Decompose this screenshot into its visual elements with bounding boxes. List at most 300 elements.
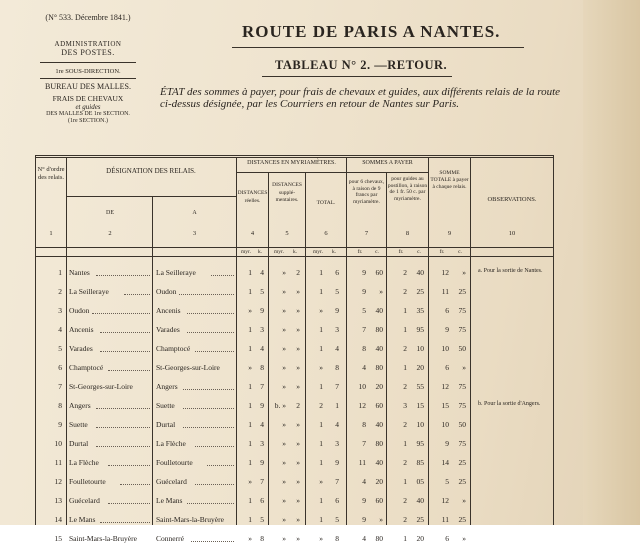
- cell-g-c: 55: [416, 382, 424, 391]
- cell-de: Saint-Mars-la-Bruyère: [69, 534, 137, 543]
- col-rule: [470, 157, 471, 525]
- cell-g-f: 2: [403, 344, 407, 353]
- frais-line-1: FRAIS DE CHEVAUX: [52, 94, 124, 103]
- cell-r-m: »: [248, 363, 252, 372]
- header-a: A: [192, 210, 197, 216]
- cell-a: Durtal: [156, 420, 176, 429]
- cell-t-m: 1: [319, 420, 323, 429]
- cell-s-m: »: [282, 534, 286, 543]
- cell-a: Saint-Mars-la-Bruyère: [156, 515, 224, 524]
- cell-t-m: 1: [319, 325, 323, 334]
- cell-ch-c: 80: [375, 325, 383, 334]
- col-rule: [346, 157, 347, 525]
- cell-g-c: 10: [416, 344, 424, 353]
- leader-dots: [108, 465, 150, 466]
- cell-s-m: »: [282, 325, 286, 334]
- leader-dots: [96, 408, 150, 409]
- cell-r-m: 1: [248, 287, 252, 296]
- cell-ch-f: 9: [362, 268, 366, 277]
- cell-r-m: 1: [248, 420, 252, 429]
- cell-ch-f: 8: [362, 344, 366, 353]
- leader-dots: [96, 446, 150, 447]
- cell-ch-f: 8: [362, 420, 366, 429]
- cell-s-m: »: [282, 458, 286, 467]
- header-bottom-rule: [35, 247, 553, 248]
- cell-r-k: 7: [260, 477, 264, 486]
- leader-dots: [187, 503, 234, 504]
- col-rule: [152, 196, 153, 525]
- cell-t-k: 9: [335, 458, 339, 467]
- leader-dots: [179, 294, 235, 295]
- col-rule: [553, 155, 554, 525]
- table-top-rule: [35, 157, 553, 158]
- cell-g-f: 1: [403, 363, 407, 372]
- cell-tot-c: 75: [458, 401, 466, 410]
- cell-tot-f: 6: [445, 306, 449, 315]
- cell-ch-c: 60: [375, 496, 383, 505]
- cell-ch-f: 4: [362, 534, 366, 543]
- col-number: 4: [250, 230, 255, 237]
- admin-line-1: ADMINISTRATION: [54, 40, 122, 48]
- cell-ch-f: 10: [358, 382, 366, 391]
- cell-t-k: 4: [335, 420, 339, 429]
- cell-ch-c: 40: [375, 306, 383, 315]
- cell-tot-f: 6: [445, 363, 449, 372]
- cell-r-m: »: [248, 477, 252, 486]
- cell-n: 12: [54, 477, 62, 486]
- col-rule: [66, 157, 67, 525]
- cell-ch-f: 12: [358, 401, 366, 410]
- cell-g-f: 2: [403, 496, 407, 505]
- cell-tot-c: 25: [458, 458, 466, 467]
- cell-n: 11: [54, 458, 62, 467]
- cell-ch-c: 40: [375, 344, 383, 353]
- cell-tot-f: 10: [441, 344, 449, 353]
- unit-label: myr.: [274, 249, 284, 255]
- cell-r-k: 3: [260, 439, 264, 448]
- col-rule: [428, 157, 429, 525]
- unit-label: myr.: [241, 249, 251, 255]
- cell-s-m: »: [282, 344, 286, 353]
- cell-s-k: »: [296, 534, 300, 543]
- cell-tot-f: 5: [445, 477, 449, 486]
- frais-line-3: DES MALLES DE 1re SECTION.: [46, 111, 130, 117]
- header-dist-supp: DISTANCES supplé-mentaires.: [272, 182, 302, 203]
- cell-s-m: »: [282, 439, 286, 448]
- cell-a: Oudon: [156, 287, 177, 296]
- col-number: 9: [447, 230, 452, 237]
- cell-s-k: »: [296, 458, 300, 467]
- header-pour-chevaux: pour 6 chevaux, à raison de 9 francs par myriamètre.: [348, 179, 385, 205]
- cell-r-k: 4: [260, 268, 264, 277]
- cell-ch-c: »: [379, 515, 383, 524]
- cell-r-k: 5: [260, 515, 264, 524]
- cell-r-m: 1: [248, 325, 252, 334]
- cell-t-k: 7: [335, 382, 339, 391]
- cell-r-k: 8: [260, 363, 264, 372]
- cell-tot-f: 11: [441, 515, 449, 524]
- cell-s-k: »: [296, 420, 300, 429]
- cell-t-k: 6: [335, 268, 339, 277]
- cell-n: 13: [54, 496, 62, 505]
- cell-a: Le Mans: [156, 496, 183, 505]
- cell-a: Varades: [156, 325, 180, 334]
- cell-s-k: »: [296, 287, 300, 296]
- cell-t-k: 8: [335, 363, 339, 372]
- leader-dots: [183, 427, 234, 428]
- col-number: 10: [508, 230, 516, 237]
- cell-g-f: 2: [403, 515, 407, 524]
- cell-tot-c: 75: [458, 306, 466, 315]
- leader-dots: [100, 351, 150, 352]
- cell-s-m: »: [282, 306, 286, 315]
- cell-de: St-Georges-sur-Loire: [69, 382, 133, 391]
- cell-g-f: 1: [403, 534, 407, 543]
- cell-r-k: 9: [260, 306, 264, 315]
- cell-r-m: »: [248, 534, 252, 543]
- cell-de: Suette: [69, 420, 88, 429]
- cell-a: La Flèche: [156, 439, 186, 448]
- leader-dots: [195, 484, 234, 485]
- cell-r-m: 1: [248, 496, 252, 505]
- header-num-ordre: N° d'ordre des relais.: [37, 166, 65, 181]
- unit-label: c.: [375, 249, 379, 255]
- cell-s-m: »: [282, 382, 286, 391]
- header-pour-guides: pour guides au postillon, à raison de 1 fr. 50 c. par myriamètre.: [387, 176, 428, 202]
- cell-ch-c: 80: [375, 439, 383, 448]
- cell-n: 5: [58, 344, 62, 353]
- cell-s-k: »: [296, 325, 300, 334]
- cell-n: 15: [54, 534, 62, 543]
- cell-t-m: »: [319, 306, 323, 315]
- cell-g-c: 40: [416, 268, 424, 277]
- cell-g-c: 85: [416, 458, 424, 467]
- paper-edge: [583, 0, 640, 525]
- leader-dots: [120, 484, 150, 485]
- header-total: TOTAL.: [316, 200, 336, 206]
- col-number: 3: [192, 230, 197, 237]
- cell-tot-c: 75: [458, 325, 466, 334]
- cell-t-k: 5: [335, 515, 339, 524]
- cell-ch-c: 40: [375, 420, 383, 429]
- cell-s-k: »: [296, 477, 300, 486]
- cell-s-m: »: [282, 268, 286, 277]
- cell-g-f: 2: [403, 420, 407, 429]
- header-somme-totale: SOMME TOTALE à payer à chaque relais.: [430, 170, 469, 190]
- leader-dots: [92, 313, 151, 314]
- cell-ch-f: 4: [362, 477, 366, 486]
- cell-r-k: 7: [260, 382, 264, 391]
- cell-s-m: »: [282, 363, 286, 372]
- cell-r-m: 1: [248, 515, 252, 524]
- leader-dots: [183, 408, 234, 409]
- frais-line-2: et guides: [75, 103, 101, 111]
- cell-de: La Seilleraye: [69, 287, 109, 296]
- cell-t-m: 1: [319, 439, 323, 448]
- cell-tot-f: 12: [441, 268, 449, 277]
- cell-de: Angers: [69, 401, 91, 410]
- cell-s-m: »: [282, 515, 286, 524]
- cell-r-m: »: [248, 306, 252, 315]
- cell-tot-c: 25: [458, 287, 466, 296]
- cell-t-k: 7: [335, 477, 339, 486]
- header-sommes: SOMMES A PAYER: [362, 160, 413, 166]
- cell-tot-f: 10: [441, 420, 449, 429]
- unit-label: myr.: [313, 249, 323, 255]
- cell-g-c: 40: [416, 496, 424, 505]
- leader-dots: [211, 275, 234, 276]
- cell-s-m: b. »: [274, 401, 286, 410]
- cell-tot-c: 50: [458, 420, 466, 429]
- cell-n: 6: [58, 363, 62, 372]
- unit-label: fr.: [398, 249, 404, 255]
- cell-de: Durtal: [69, 439, 89, 448]
- cell-r-k: 5: [260, 287, 264, 296]
- cell-s-k: »: [296, 515, 300, 524]
- col-rule: [236, 157, 237, 525]
- leader-dots: [191, 541, 234, 542]
- leader-dots: [100, 332, 150, 333]
- header-observations: OBSERVATIONS.: [487, 196, 537, 203]
- cell-r-k: 9: [260, 401, 264, 410]
- leader-dots: [96, 427, 150, 428]
- cell-ch-f: 9: [362, 287, 366, 296]
- cell-de: Varades: [69, 344, 93, 353]
- unit-label: fr.: [357, 249, 363, 255]
- cell-t-k: 3: [335, 439, 339, 448]
- cell-a: Angers: [156, 382, 178, 391]
- cell-r-k: 3: [260, 325, 264, 334]
- observation-note: a. Pour la sortie de Nantes.: [478, 268, 543, 274]
- col-rule: [268, 172, 269, 525]
- cell-g-c: 10: [416, 420, 424, 429]
- cell-t-k: 4: [335, 344, 339, 353]
- cell-t-m: 1: [319, 382, 323, 391]
- cell-t-k: 5: [335, 287, 339, 296]
- header-de: DE: [106, 210, 114, 216]
- cell-t-m: 1: [319, 515, 323, 524]
- cell-g-c: 20: [416, 363, 424, 372]
- cell-g-c: 25: [416, 287, 424, 296]
- col-number: 7: [364, 230, 369, 237]
- cell-g-f: 3: [403, 401, 407, 410]
- group-rule: [236, 172, 428, 173]
- cell-t-k: 9: [335, 306, 339, 315]
- cell-s-k: 2: [296, 268, 300, 277]
- cell-ch-f: 11: [358, 458, 366, 467]
- cell-ch-c: 60: [375, 268, 383, 277]
- cell-ch-f: 9: [362, 515, 366, 524]
- cell-ch-c: 20: [375, 477, 383, 486]
- cell-g-c: 35: [416, 306, 424, 315]
- leader-dots: [96, 275, 150, 276]
- cell-r-m: 1: [248, 268, 252, 277]
- col-number: 5: [285, 230, 289, 237]
- cell-n: 8: [58, 401, 62, 410]
- cell-s-m: »: [282, 420, 286, 429]
- cell-t-k: 8: [335, 534, 339, 543]
- cell-ch-c: 80: [375, 534, 383, 543]
- cell-g-c: 95: [416, 439, 424, 448]
- cell-g-c: 25: [416, 515, 424, 524]
- cell-tot-f: 6: [445, 534, 449, 543]
- cell-t-m: 1: [319, 268, 323, 277]
- cell-n: 3: [58, 306, 62, 315]
- cell-de: Oudon: [69, 306, 90, 315]
- cell-s-m: »: [282, 287, 286, 296]
- cell-tot-c: 25: [458, 477, 466, 486]
- cell-g-f: 2: [403, 268, 407, 277]
- cell-de: Ancenis: [69, 325, 94, 334]
- cell-n: 2: [58, 287, 62, 296]
- cell-de: Nantes: [69, 268, 90, 277]
- cell-t-k: 6: [335, 496, 339, 505]
- cell-r-m: 1: [248, 439, 252, 448]
- cell-a: Champtocé: [156, 344, 191, 353]
- cell-ch-f: 5: [362, 306, 366, 315]
- group-rule: [66, 196, 236, 197]
- cell-a: Connerré: [156, 534, 184, 543]
- cell-tot-c: 75: [458, 439, 466, 448]
- cell-ch-f: 7: [362, 439, 366, 448]
- cell-r-k: 4: [260, 420, 264, 429]
- cell-s-k: 2: [296, 401, 300, 410]
- cell-tot-f: 12: [441, 496, 449, 505]
- cell-t-m: »: [319, 363, 323, 372]
- etat-description: ÉTAT des sommes à payer, pour frais de chevaux et guides, aux différents relais de la route ci-dessus désignée, par les Courriers en retour de Nantes sur Paris.: [160, 86, 561, 110]
- sous-direction: 1re SOUS-DIRECTION.: [55, 68, 121, 75]
- cell-tot-c: »: [462, 363, 466, 372]
- unit-label: c.: [458, 249, 462, 255]
- leader-dots: [124, 294, 150, 295]
- cell-g-c: 95: [416, 325, 424, 334]
- cell-ch-c: 80: [375, 363, 383, 372]
- cell-tot-c: 25: [458, 515, 466, 524]
- cell-n: 14: [54, 515, 62, 524]
- leader-dots: [207, 465, 234, 466]
- cell-tot-c: 75: [458, 382, 466, 391]
- divider: [40, 62, 136, 63]
- cell-s-k: »: [296, 496, 300, 505]
- cell-tot-f: 11: [441, 287, 449, 296]
- cell-t-m: 1: [319, 344, 323, 353]
- frais-line-4: (1re SECTION.): [68, 118, 108, 124]
- cell-tot-f: 15: [441, 401, 449, 410]
- page-title: ROUTE DE PARIS A NANTES.: [242, 22, 501, 41]
- cell-tot-f: 9: [445, 439, 449, 448]
- cell-de: Guécelard: [69, 496, 100, 505]
- col-number: 8: [405, 230, 410, 237]
- header-dist-reelles: DISTANCES réelles.: [237, 190, 268, 204]
- cell-t-m: 1: [319, 496, 323, 505]
- cell-r-k: 4: [260, 344, 264, 353]
- leader-dots: [108, 503, 150, 504]
- unit-label: c.: [417, 249, 421, 255]
- cell-n: 9: [58, 420, 62, 429]
- observation-note: b. Pour la sortie d'Angers.: [478, 401, 541, 407]
- circular-reference: (N° 533. Décembre 1841.): [45, 13, 131, 22]
- cell-r-m: 1: [248, 344, 252, 353]
- leader-dots: [187, 313, 234, 314]
- cell-g-f: 2: [403, 458, 407, 467]
- cell-a: La Seilleraye: [156, 268, 196, 277]
- cell-de: Foulletourte: [69, 477, 106, 486]
- unit-label: k.: [331, 249, 337, 255]
- cell-r-k: 6: [260, 496, 264, 505]
- cell-r-k: 9: [260, 458, 264, 467]
- cell-s-k: »: [296, 382, 300, 391]
- col-number: 2: [108, 230, 112, 237]
- cell-n: 7: [58, 382, 62, 391]
- cell-t-k: 1: [335, 401, 339, 410]
- table-subtitle: TABLEAU N° 2. —RETOUR.: [275, 58, 448, 72]
- cell-s-k: »: [296, 439, 300, 448]
- cell-a: Suette: [156, 401, 175, 410]
- header-designation: DÉSIGNATION DES RELAIS.: [106, 167, 196, 175]
- cell-a: Guécelard: [156, 477, 187, 486]
- col-number: 1: [49, 230, 53, 237]
- subtitle-rule: [262, 76, 452, 77]
- cell-g-c: 15: [416, 401, 424, 410]
- cell-s-m: »: [282, 477, 286, 486]
- cell-r-k: 8: [260, 534, 264, 543]
- cell-g-c: 05: [416, 477, 424, 486]
- table-top-rule: [35, 155, 553, 156]
- col-rule: [305, 172, 306, 525]
- cell-g-f: 1: [403, 439, 407, 448]
- cell-g-f: 2: [403, 382, 407, 391]
- cell-a: St-Georges-sur-Loire: [156, 363, 220, 372]
- cell-s-k: »: [296, 363, 300, 372]
- cell-g-f: 1: [403, 325, 407, 334]
- col-rule: [35, 155, 36, 525]
- cell-ch-c: »: [379, 287, 383, 296]
- col-number: 6: [324, 230, 328, 237]
- header-distances: DISTANCES EN MYRIAMÈTRES.: [247, 160, 336, 166]
- cell-a: Foulletourte: [156, 458, 193, 467]
- cell-ch-c: 60: [375, 401, 383, 410]
- leader-dots: [100, 522, 150, 523]
- cell-ch-f: 7: [362, 325, 366, 334]
- leader-dots: [187, 332, 234, 333]
- cell-s-k: »: [296, 306, 300, 315]
- admin-line-2: DES POSTES.: [61, 48, 115, 57]
- unit-label: k.: [257, 249, 263, 255]
- cell-t-m: 1: [319, 458, 323, 467]
- cell-tot-c: »: [462, 534, 466, 543]
- cell-tot-f: 12: [441, 382, 449, 391]
- cell-tot-f: 14: [441, 458, 449, 467]
- cell-t-m: »: [319, 477, 323, 486]
- cell-tot-c: »: [462, 496, 466, 505]
- cell-t-m: 1: [319, 287, 323, 296]
- cell-t-k: 3: [335, 325, 339, 334]
- cell-n: 1: [58, 268, 62, 277]
- leader-dots: [195, 446, 234, 447]
- divider: [40, 78, 136, 79]
- cell-t-m: 2: [319, 401, 323, 410]
- cell-n: 10: [54, 439, 62, 448]
- cell-de: Le Mans: [69, 515, 96, 524]
- cell-t-m: »: [319, 534, 323, 543]
- cell-tot-c: 50: [458, 344, 466, 353]
- title-rule: [232, 47, 524, 48]
- leader-dots: [195, 351, 234, 352]
- cell-g-c: 20: [416, 534, 424, 543]
- cell-a: Ancenis: [156, 306, 181, 315]
- cell-s-m: »: [282, 496, 286, 505]
- cell-de: Champtocé: [69, 363, 104, 372]
